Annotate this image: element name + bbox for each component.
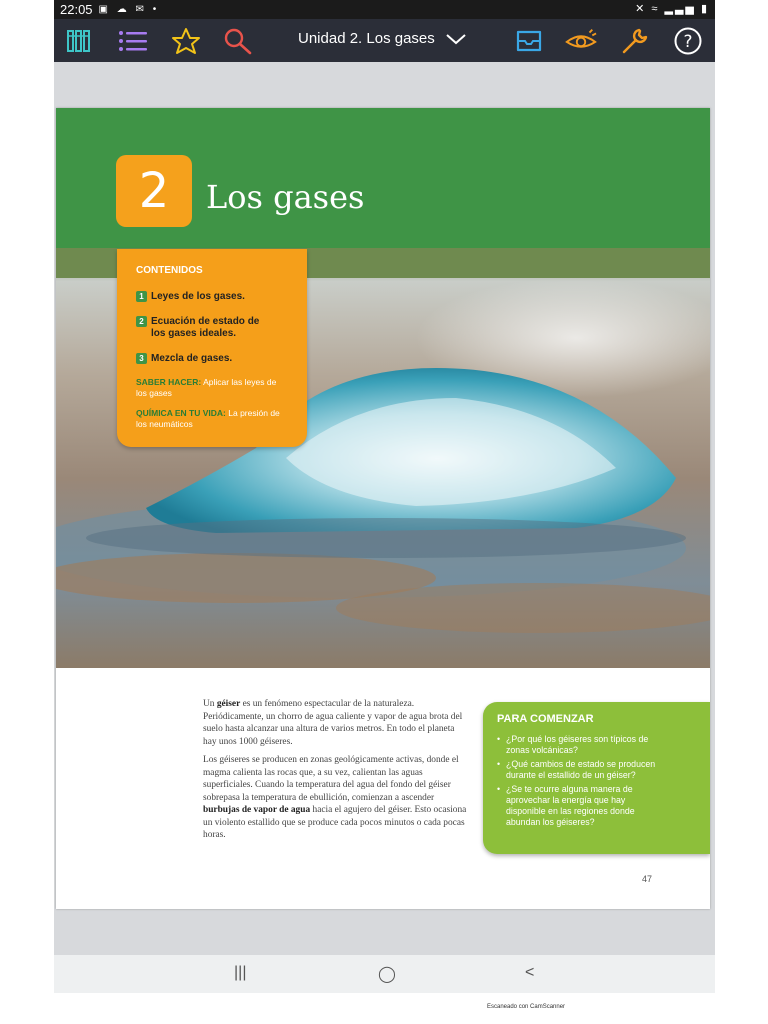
question-item: • ¿Por qué los géiseres son típicos de zonas volcánicas?: [497, 734, 657, 756]
question-list: [497, 734, 657, 831]
menu-list-icon[interactable]: [117, 25, 149, 57]
home-button[interactable]: ◯: [378, 966, 396, 983]
chapter-number: 2: [116, 155, 192, 227]
para-comenzar-box: [483, 702, 710, 854]
contenidos-box: [117, 249, 307, 447]
clock: 22:05: [60, 2, 93, 17]
back-button[interactable]: <: [525, 964, 535, 981]
search-icon[interactable]: [222, 25, 254, 57]
saber-hacer[interactable]: SABER HACER: Aplicar las leyes de los gases: [136, 377, 277, 398]
contenidos-item[interactable]: 1 Leyes de los gases.: [136, 291, 245, 303]
recents-button[interactable]: |||: [234, 964, 247, 981]
contenidos-heading: CONTENIDOS: [136, 265, 203, 276]
para-comenzar-heading: PARA COMENZAR: [497, 713, 594, 725]
tablet-screen: [54, 0, 715, 993]
page-viewer[interactable]: [54, 62, 715, 955]
scanner-watermark: Escaneado con CamScanner: [487, 1004, 566, 1010]
contenidos-item[interactable]: 3 Mezcla de gases.: [136, 353, 232, 365]
intro-text: [203, 698, 468, 848]
system-nav-bar: [54, 955, 715, 993]
star-icon[interactable]: [170, 25, 202, 57]
eye-icon[interactable]: [565, 25, 597, 57]
svg-text:?: ?: [683, 32, 693, 52]
quimica-en-tu-vida[interactable]: QUÍMICA EN TU VIDA: La presión de los neumáticos: [136, 408, 280, 429]
help-icon[interactable]: [672, 25, 704, 57]
notification-icons: ▣ ☁ ✉ •: [98, 4, 160, 15]
contenidos-item[interactable]: 2 Ecuación de estado de los gases ideales.: [136, 316, 266, 340]
status-bar: [54, 0, 715, 19]
system-icons: ✕ ≈ ▂▃▅ ▮: [635, 3, 709, 15]
question-item: • ¿Qué cambios de estado se producen durante el estallido de un géiser?: [497, 759, 657, 781]
wrench-icon[interactable]: [619, 25, 651, 57]
paragraph: Un géiser es un fenómeno espectacular de la naturaleza. Periódicamente, un chorro de agua caliente y vapor de agua brota del suelo hasta alcanzar una altura de varios metros. En todo el planeta hay unos 1000 géiseres.: [203, 699, 463, 747]
library-icon[interactable]: [64, 25, 96, 57]
page-number: 47: [642, 874, 653, 884]
chapter-title: Los gases: [206, 178, 365, 216]
question-item: • ¿Se te ocurre alguna manera de aprovechar la energía que hay disponible en las regiones donde abundan los géiseres?: [497, 784, 657, 828]
unit-title[interactable]: Unidad 2. Los gases: [298, 30, 435, 47]
book-page: [56, 108, 710, 909]
paragraph: Los géiseres se producen en zonas geológicamente activas, donde el magma calienta las rocas que, a su vez, calientan las aguas superficiales. Cuando la temperatura del agua del fondo del géiser sobrepasa la temperatura de ebullición, comienzan a ascender burbujas de vapor de agua hacia el agujero del géiser. Esto ocasiona un violento estallido que se produce cada pocos minutos o cada pocas horas.: [203, 755, 467, 840]
inbox-icon[interactable]: [513, 25, 545, 57]
app-toolbar: [54, 19, 715, 62]
chevron-down-icon[interactable]: [444, 27, 468, 56]
